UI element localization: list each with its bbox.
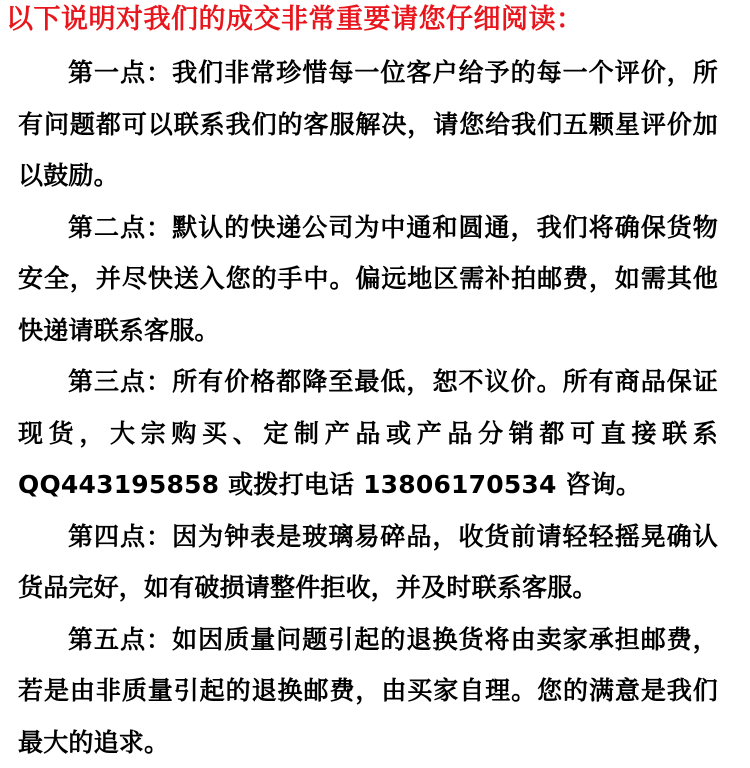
point-2-label: 第二点： — [68, 213, 172, 242]
notice-body — [18, 47, 718, 768]
point-4-label: 第四点： — [68, 522, 172, 551]
point-1-label: 第一点： — [68, 58, 172, 87]
point-3-label: 第三点： — [68, 367, 172, 396]
notice-heading: 以下说明对我们的成交非常重要请您仔细阅读： — [6, 4, 584, 36]
point-2-paragraph — [18, 202, 718, 357]
point-5-paragraph — [18, 614, 718, 768]
point-5-label: 第五点： — [68, 625, 172, 654]
point-3-paragraph — [18, 356, 718, 511]
point-2-text: 默认的快递公司为中通和圆通，我们将确保货物安全，并尽快送入您的手中。偏远地区需补拍邮费，如需其他快递请联系客服。 — [18, 213, 718, 345]
point-1-text: 我们非常珍惜每一位客户给予的每一个评价，所有问题都可以联系我们的客服解决，请您给我们五颗星评价加以鼓励。 — [18, 58, 718, 190]
point-4-paragraph — [18, 511, 718, 614]
point-4-text: 因为钟表是玻璃易碎品，收货前请轻轻摇晃确认货品完好，如有破损请整件拒收，并及时联系客服。 — [18, 522, 718, 603]
point-1-paragraph — [18, 47, 718, 202]
point-3-text: 所有价格都降至最低，恕不议价。所有商品保证现货，大宗购买、定制产品或产品分销都可直接联系QQ443195858 或拨打电话 13806170534 咨询。 — [18, 367, 718, 499]
point-5-text: 如因质量问题引起的退换货将由卖家承担邮费，若是由非质量引起的退换邮费，由买家自理。您的满意是我们最大的追求。 — [18, 625, 718, 757]
